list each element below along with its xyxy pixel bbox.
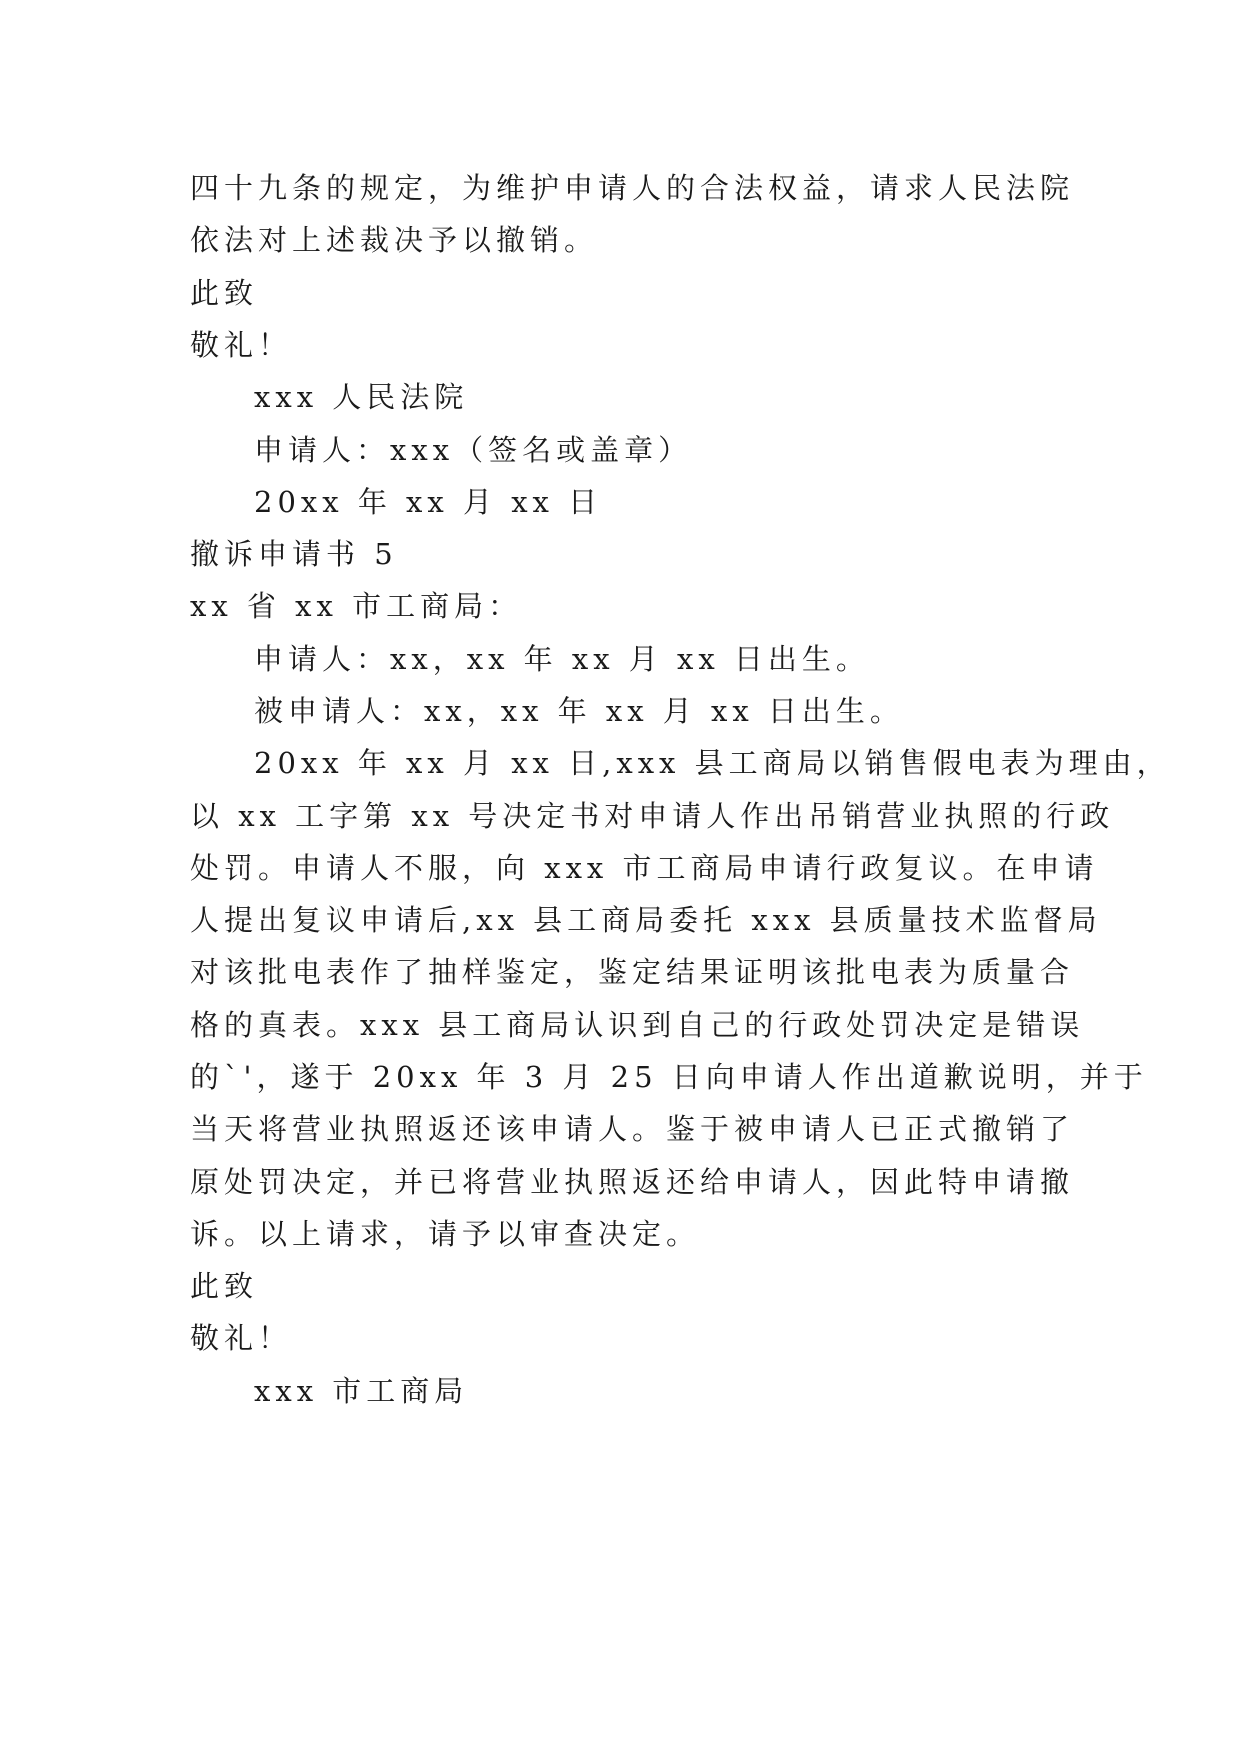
body-line-8: 当天将营业执照返还该申请人。鉴于被申请人已正式撤销了 [190, 1112, 1075, 1146]
section-title: 撤诉申请书 5 [190, 537, 398, 571]
addressee: xx 省 xx 市工商局： [190, 589, 523, 623]
body-line-6: 格的真表。xxx 县工商局认识到自己的行政处罚决定是错误 [190, 1008, 1085, 1042]
closing-to: 此致 [190, 276, 259, 310]
closing-salute: 敬礼！ [190, 328, 293, 362]
body-line-10: 诉。以上请求，请予以审查决定。 [190, 1217, 701, 1251]
applicant-info: 申请人：xx，xx 年 xx 月 xx 日出生。 [254, 642, 870, 676]
body-line-3: 处罚。申请人不服，向 xxx 市工商局申请行政复议。在申请 [190, 851, 1099, 885]
closing-salute-2: 敬礼！ [190, 1321, 293, 1355]
body-line-2: 以 xx 工字第 xx 号决定书对申请人作出吊销营业执照的行政 [190, 799, 1115, 833]
closing-to-2: 此致 [190, 1269, 259, 1303]
body-line-5: 对该批电表作了抽样鉴定，鉴定结果证明该批电表为质量合 [190, 955, 1075, 989]
recipient-court: xxx 人民法院 [254, 380, 469, 414]
request-line-2: 依法对上述裁决予以撤销。 [190, 223, 599, 257]
date-line: 20xx 年 xx 月 xx 日 [254, 485, 603, 519]
respondent-info: 被申请人：xx，xx 年 xx 月 xx 日出生。 [254, 694, 904, 728]
body-line-1: 20xx 年 xx 月 xx 日,xxx 县工商局以销售假电表为理由， [254, 746, 1171, 780]
body-line-4: 人提出复议申请后,xx 县工商局委托 xxx 县质量技术监督局 [190, 903, 1102, 937]
body-line-7: 的`'，遂于 20xx 年 3 月 25 日向申请人作出道歉说明，并于 [190, 1060, 1148, 1094]
applicant-signature: 申请人：xxx（签名或盖章） [254, 433, 693, 467]
request-line-1: 四十九条的规定，为维护申请人的合法权益，请求人民法院 [190, 171, 1075, 205]
recipient-bureau: xxx 市工商局 [254, 1374, 469, 1408]
body-line-9: 原处罚决定，并已将营业执照返还给申请人，因此特申请撤 [190, 1165, 1075, 1199]
